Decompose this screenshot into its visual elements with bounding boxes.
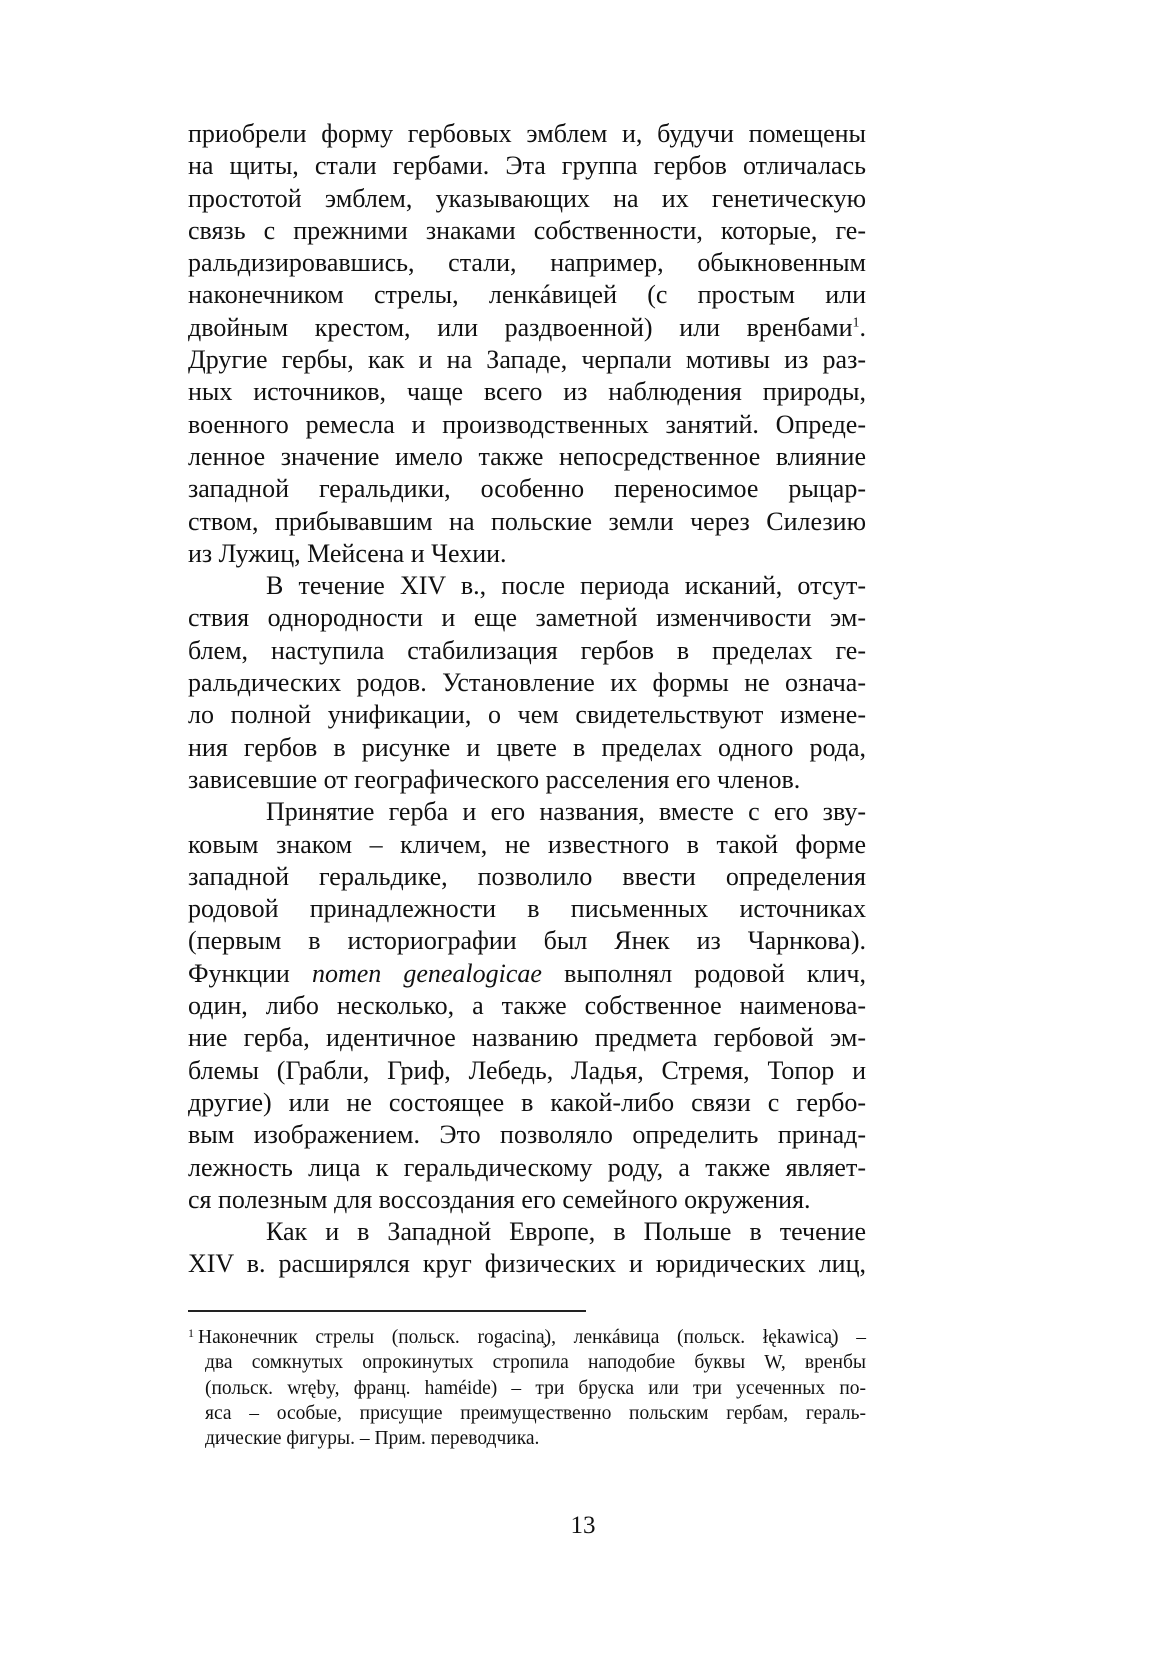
text-line: связь с прежними знаками собственности, которые, ге- xyxy=(188,215,866,245)
text-line xyxy=(188,958,866,990)
text-line: ние герба, идентичное названию предмета гербовой эм- xyxy=(188,1023,866,1053)
text-line: из Лужиц, Мейсена и Чехии. xyxy=(188,538,507,568)
text-line: ных источников, чаще всего из наблюдения природы, xyxy=(188,377,866,407)
text-segment: Функции xyxy=(188,958,312,988)
page-number: 13 xyxy=(570,1512,596,1539)
text-line: зависевшие от географического расселения его членов. xyxy=(188,764,801,794)
footnote-line: два сомкнутых опрокинутых стропила наподобие буквы W, вренбы xyxy=(205,1352,866,1374)
paragraph-first-line: Как и в Западной Европе, в Польше в течение xyxy=(266,1217,866,1247)
text-line: блемы (Грабли, Гриф, Лебедь, Ладья, Стремя, Топор и xyxy=(188,1055,866,1085)
text-line: военного ремесла и производственных занятий. Опреде- xyxy=(188,409,866,439)
text-line: другие) или не состоящее в какой-либо связи с гербо- xyxy=(188,1087,866,1117)
text-line: ся полезным для воссоздания его семейного окружения. xyxy=(188,1184,811,1214)
text-line: родовой принадлежности в письменных источниках xyxy=(188,894,866,924)
text-line: ральдических родов. Установление их формы не означа- xyxy=(188,668,866,698)
text-line: вым изображением. Это позволяло определить принад- xyxy=(188,1120,866,1150)
text-line: один, либо несколько, а также собственное наименова- xyxy=(188,991,866,1021)
text-line: простотой эмблем, указывающих на их генетическую xyxy=(188,183,866,213)
footnote-separator xyxy=(188,1310,586,1312)
text-line: ло полной унификации, о чем свидетельствуют измене- xyxy=(188,700,866,730)
text-line: ния гербов в рисунке и цвете в пределах одного рода, xyxy=(188,732,866,762)
text-line: ством, прибывавшим на польские земли через Силезию xyxy=(188,506,866,536)
footnote-line: яса – особые, присущие преимущественно польским гербам, гераль- xyxy=(205,1402,866,1424)
text-line: ствия однородности и еще заметной изменчивости эм- xyxy=(188,603,866,633)
text-line: ральдизировавшись, стали, например, обыкновенным xyxy=(188,248,866,278)
text-line: XIV в. расширялся круг физических и юридических лиц, xyxy=(188,1249,866,1279)
footnote-reference: 1 xyxy=(852,315,860,331)
paragraph-first-line: Принятие герба и его названия, вместе с его зву- xyxy=(266,797,866,827)
footnote-marker: 1 xyxy=(188,1326,194,1340)
text-line: двойным крестом, или раздвоенной) или вренбами$^1$. xyxy=(188,312,866,342)
text-line: Другие гербы, как и на Западе, черпали мотивы из раз- xyxy=(188,345,866,375)
text-line: блем, наступила стабилизация гербов в пределах ге- xyxy=(188,635,866,665)
footnote-text: Наконечник стрелы (польск. rogacina̧), ленкáвица (польск. łękawica̧) – xyxy=(198,1327,866,1348)
text-line: приобрели форму гербовых эмблем и, будучи помещены xyxy=(188,119,866,148)
footnote xyxy=(188,1325,866,1451)
text-line: на щиты, стали гербами. Эта группа гербов отличалась xyxy=(188,151,866,181)
footnote-line xyxy=(188,1325,866,1350)
text-line: западной геральдики, особенно переносимое рыцар- xyxy=(188,474,866,504)
text-line: лежность лица к геральдическому роду, а также являет- xyxy=(188,1152,866,1182)
text-line-content: двойным крестом, или раздвоенной) или вренбами xyxy=(188,312,853,342)
text-line: западной геральдике, позволило ввести определения xyxy=(188,861,866,891)
text-line: (первым в историографии был Янек из Чарнкова). xyxy=(188,926,866,956)
latin-term: nomen genealogicae xyxy=(311,958,542,988)
text-line: ленное значение имело также непосредственное влияние xyxy=(188,441,866,471)
footnote-line: дические фигуры. – Прим. переводчика. xyxy=(205,1428,540,1450)
text-line: ковым знаком – кличем, не известного в такой форме xyxy=(188,829,866,859)
text-segment: выполнял родовой клич, xyxy=(541,958,866,988)
text-line: наконечником стрелы, ленкáвицей (с простым или xyxy=(188,280,866,310)
paragraph-first-line: В течение XIV в., после периода исканий, отсут- xyxy=(266,571,866,601)
body-text xyxy=(188,118,866,1281)
footnote-line: (польск. wręby, франц. haméide) – три бруска или три усеченных по- xyxy=(205,1377,866,1399)
